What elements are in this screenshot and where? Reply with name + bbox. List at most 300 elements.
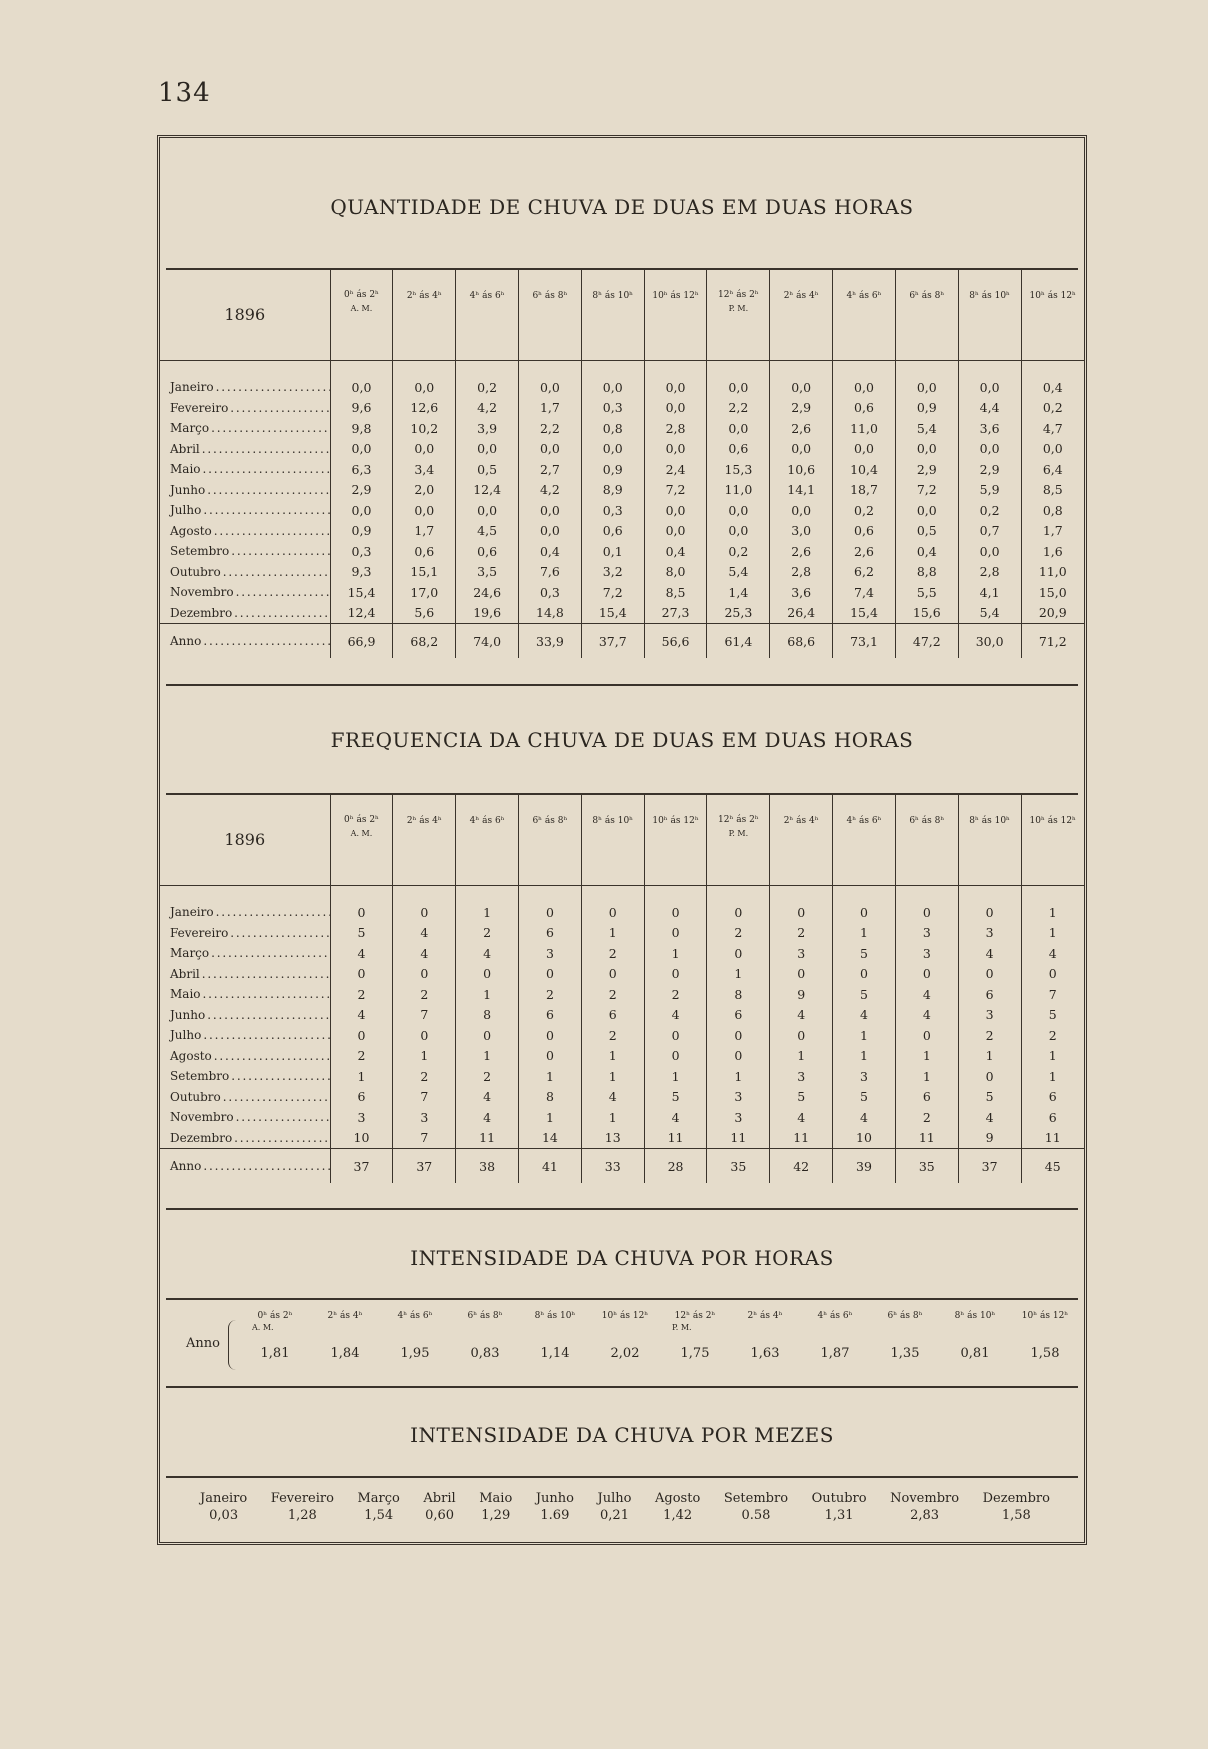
table-cell: 0,0 [519,361,582,398]
hour-range: 12ʰ ás 2ʰ [674,1311,716,1321]
table-cell: 10,2 [393,418,456,439]
row-label-cell [160,439,330,460]
table-cell: 0 [958,964,1021,985]
hour-range: 6ʰ ás 8ʰ [467,1311,503,1321]
divider [166,1208,1078,1210]
table-cell: 4 [833,1107,896,1128]
intensity-hour-value: 1,35 [890,1346,920,1361]
table-row [160,521,1084,542]
row-label-cell [160,500,330,521]
table-cell: 5 [1048,1007,1057,1023]
hour-range: 8ʰ ás 10ʰ [592,816,634,826]
hour-range: 0ʰ ás 2ʰ [344,815,379,825]
intensidade-horas-title: INTENSIDADE DA CHUVA POR HORAS [410,1246,834,1270]
table-row [160,480,1084,501]
hour-range: 10ʰ ás 12ʰ [1029,816,1076,826]
table-cell: 6 [1048,1109,1057,1125]
table-cell: 12,4 [330,603,393,624]
intensity-hour-header [1010,1310,1080,1340]
table-cell: 8,8 [895,562,958,583]
row-label: Fevereiro [170,400,229,415]
quantidade-table [160,270,1084,658]
table-cell: 0,0 [770,439,833,460]
row-label-cell [160,624,330,659]
table-row [160,1128,1084,1149]
table-cell: 0 [330,886,393,923]
month-value: 0,60 [425,1508,455,1523]
table-cell: 2 [519,984,582,1005]
row-label-cell [160,984,330,1005]
table-cell: 0,7 [958,521,1021,542]
row-label-cell [160,398,330,419]
table-cell: 0 [833,886,896,923]
table-cell: 1,7 [1042,523,1063,539]
row-label: Outubro [170,1089,221,1104]
hour-header [1021,795,1084,886]
table-cell: 9,8 [330,418,393,439]
table-cell: 15,4 [833,603,896,624]
row-label: Setembro [170,1069,230,1084]
table-cell: 0,6 [456,541,519,562]
table-cell: 25,3 [707,603,770,624]
table-cell: 1 [330,1066,393,1087]
table-cell: 2,9 [958,459,1021,480]
table-cell: 9,3 [330,562,393,583]
table-cell: 4 [644,1005,707,1026]
table-cell: 1 [895,1046,958,1067]
hour-header [393,795,456,886]
table-cell: 15,6 [895,603,958,624]
table-cell: 0 [958,1066,1021,1087]
table-cell: 0,0 [330,361,393,398]
table-row [160,1005,1084,1026]
table-cell: 0,5 [456,459,519,480]
frequencia-table [160,795,1084,1183]
intensity-hour-col [310,1310,380,1361]
table-cell: 0,2 [1042,400,1063,416]
month-value: 0,21 [600,1508,629,1523]
table-cell: 0 [519,1046,582,1067]
table-cell: 1 [644,943,707,964]
table-cell: 0,0 [519,500,582,521]
table-cell: 7 [393,1128,456,1149]
intensity-hour-col [520,1310,590,1361]
table-cell: 0,2 [958,500,1021,521]
table-cell: 3,5 [456,562,519,583]
table-cell: 18,7 [833,480,896,501]
intensity-hour-value: 1,75 [680,1346,710,1361]
table-cell: 0,0 [456,500,519,521]
table-cell: 2 [644,984,707,1005]
table-cell: 4 [456,1087,519,1108]
table-cell: 1 [707,1066,770,1087]
table-cell: 6 [895,1087,958,1108]
row-label: Novembro [170,1110,234,1125]
row-label: Outubro [170,564,221,579]
month-label: Novembro [890,1491,960,1506]
table-cell: 26,4 [770,603,833,624]
hour-range: 10ʰ ás 12ʰ [1021,1311,1069,1321]
intensity-hour-value: 1,95 [400,1346,430,1361]
table-cell: 9,6 [330,398,393,419]
table-cell: 5,5 [895,582,958,603]
table-cell: 0,0 [581,361,644,398]
table-cell: 17,0 [393,582,456,603]
table-cell: 0 [895,886,958,923]
intensity-hour-col [940,1310,1010,1361]
row-label-cell [160,418,330,439]
table-cell: 41 [519,1149,582,1184]
table-cell: 1 [456,1046,519,1067]
table-cell: 10 [330,1128,393,1149]
table-cell: 11 [707,1128,770,1149]
table-row [160,459,1084,480]
table-cell: 8,5 [1042,482,1063,498]
table-cell: 3 [958,1005,1021,1026]
table-row [160,984,1084,1005]
row-label: Julho [170,503,202,518]
table-cell: 0,0 [707,361,770,398]
table-cell: 35 [707,1149,770,1184]
table-cell: 2 [330,1046,393,1067]
table-cell: 5 [833,943,896,964]
month-value: 2,83 [910,1508,940,1523]
month-value: 1,28 [287,1508,317,1523]
table-cell: 14,1 [770,480,833,501]
table-cell: 0,0 [393,500,456,521]
table-cell: 4,5 [456,521,519,542]
table-cell: 0,0 [644,361,707,398]
table-cell: 2 [581,1025,644,1046]
month-intensity-col [479,1490,512,1524]
hour-header [644,795,707,886]
table-cell: 0 [833,964,896,985]
hour-range: 6ʰ ás 8ʰ [532,291,568,301]
table-cell: 0,4 [1042,379,1063,395]
table-cell: 9 [770,984,833,1005]
table-cell: 71,2 [1021,624,1084,659]
row-label: Abril [170,966,200,981]
table-row [160,1087,1084,1108]
table-cell: 5 [770,1087,833,1108]
table-cell: 11 [456,1128,519,1149]
table-cell: 0 [770,1025,833,1046]
table-cell: 73,1 [833,624,896,659]
hour-range: 2ʰ ás 4ʰ [327,1311,363,1321]
row-label: Dezembro [170,605,233,620]
table-cell: 0 [519,1025,582,1046]
table-cell: 2 [456,923,519,944]
table-cell: 6 [330,1087,393,1108]
table-cell: 15,4 [581,603,644,624]
intensity-hour-header [660,1310,730,1340]
table-cell: 33,9 [519,624,582,659]
hour-range: 8ʰ ás 10ʰ [954,1311,996,1321]
hour-header [895,795,958,886]
total-row [160,1149,1084,1184]
table-cell: 4 [393,943,456,964]
table-cell: 5 [833,1087,896,1108]
table-cell: 2,4 [644,459,707,480]
row-label: Março [170,421,210,436]
divider [166,1386,1078,1388]
table-cell: 7 [393,1005,456,1026]
table-cell: 3 [330,1107,393,1128]
table-cell: 11 [1044,1130,1061,1146]
table-cell: 2 [330,984,393,1005]
table-cell: 2,8 [770,562,833,583]
table-cell: 37 [393,1149,456,1184]
row-label-cell [160,603,330,624]
table-cell: 3,9 [456,418,519,439]
table-cell: 4 [833,1005,896,1026]
month-label: Dezembro [982,1491,1050,1506]
row-label: Janeiro [170,905,214,920]
row-label: Dezembro [170,1130,233,1145]
hour-range: 4ʰ ás 6ʰ [846,816,882,826]
table-cell: 42 [770,1149,833,1184]
intensity-hour-value: 1,63 [750,1346,780,1361]
table-cell: 0 [895,1025,958,1046]
hour-header [895,270,958,361]
table-cell: 3 [707,1087,770,1108]
table-cell: 2 [1048,1027,1057,1043]
table-row [160,1046,1084,1067]
table-cell: 56,6 [644,624,707,659]
table-cell: 5,4 [895,418,958,439]
month-label: Maio [479,1491,513,1506]
table-cell: 0 [707,943,770,964]
intensity-hour-header [520,1310,590,1340]
table-cell: 0 [958,886,1021,923]
table-cell: 0,8 [1042,502,1063,518]
table-cell: 20,9 [1038,605,1067,621]
row-label-cell [160,923,330,944]
hour-header [958,270,1021,361]
hour-range: 10ʰ ás 12ʰ [601,1311,649,1321]
hour-range: 4ʰ ás 6ʰ [817,1311,853,1321]
table-cell: 0,4 [644,541,707,562]
table-cell: 4 [770,1107,833,1128]
table-cell: 3,6 [770,582,833,603]
table-cell: 0,0 [519,521,582,542]
hour-header [644,270,707,361]
table-cell: 3 [833,1066,896,1087]
row-label-cell [160,459,330,480]
table-cell: 3 [770,1066,833,1087]
table-cell: 11 [895,1128,958,1149]
hour-range: 8ʰ ás 10ʰ [969,816,1010,826]
hour-range: 6ʰ ás 8ʰ [532,816,568,826]
table-cell: 4,1 [958,582,1021,603]
hour-header [330,270,393,361]
table-cell: 3 [895,943,958,964]
hour-header [581,270,644,361]
table-cell: 0,3 [519,582,582,603]
table-cell: 39 [833,1149,896,1184]
row-label: Abril [170,441,200,456]
table-cell: 19,6 [456,603,519,624]
table-cell: 6 [519,923,582,944]
intensity-hour-col [660,1310,730,1361]
intensity-hour-value: 1,58 [1030,1346,1060,1361]
table-cell: 5,4 [958,603,1021,624]
intensity-hour-header [310,1310,380,1340]
table-cell: 1 [581,923,644,944]
table-cell: 0 [456,1025,519,1046]
row-label: Anno [170,1159,202,1173]
month-value: 1.69 [540,1508,570,1523]
table-cell: 4 [330,943,393,964]
table-cell: 10,6 [770,459,833,480]
row-label-cell [160,541,330,562]
table-cell: 5 [330,923,393,944]
year-header: 1896 [160,270,330,361]
table-cell: 4 [644,1107,707,1128]
table-cell: 10,4 [833,459,896,480]
table-cell: 15,3 [707,459,770,480]
intensity-hour-header [450,1310,520,1340]
table-cell: 1 [1048,925,1057,941]
table-cell: 2 [393,1066,456,1087]
hour-range: 6ʰ ás 8ʰ [909,816,945,826]
brace-icon [228,1320,239,1370]
table-row [160,361,1084,398]
intensity-hour-col [730,1310,800,1361]
divider [166,1476,1078,1478]
table-cell: 2,2 [519,418,582,439]
month-label: Agosto [655,1491,701,1506]
hour-range: 2ʰ ás 4ʰ [406,291,442,301]
table-cell: 1 [1048,904,1057,920]
table-cell: 5,9 [958,480,1021,501]
intensity-hour-value: 1,14 [540,1346,570,1361]
table-cell: 0,0 [707,418,770,439]
table-cell: 0,0 [330,439,393,460]
table-cell: 0 [895,964,958,985]
intensity-hour-header [590,1310,660,1340]
table-row [160,500,1084,521]
hour-header [707,795,770,886]
table-cell: 2,7 [519,459,582,480]
table-cell: 8,9 [581,480,644,501]
table-cell: 2,9 [895,459,958,480]
row-label: Fevereiro [170,925,229,940]
hour-period: A. M. [350,304,373,313]
hour-range: 4ʰ ás 6ʰ [846,291,882,301]
table-cell: 4 [1048,945,1057,961]
table-cell: 11,0 [707,480,770,501]
table-cell: 66,9 [330,624,393,659]
table-cell: 1,7 [519,398,582,419]
table-cell: 0,0 [393,361,456,398]
table-cell: 4 [958,943,1021,964]
table-cell: 2 [581,943,644,964]
table-cell: 0,3 [581,500,644,521]
table-cell: 0 [393,886,456,923]
intensity-hour-value: 0,83 [470,1346,500,1361]
table-row [160,418,1084,439]
hour-period: A. M. [252,1323,274,1332]
hour-range: 2ʰ ás 4ʰ [783,291,819,301]
hour-header [330,795,393,886]
table-row [160,1066,1084,1087]
row-label-cell [160,582,330,603]
table-cell: 0,6 [833,398,896,419]
month-intensity-col [983,1490,1050,1524]
table-cell: 15,1 [393,562,456,583]
table-cell: 2,6 [770,541,833,562]
hour-header [393,270,456,361]
hour-range: 8ʰ ás 10ʰ [534,1311,576,1321]
table-cell: 0,9 [330,521,393,542]
row-label-cell [160,1005,330,1026]
table-cell: 15,0 [1038,584,1067,600]
table-cell: 0,0 [958,361,1021,398]
table-cell: 5 [644,1087,707,1108]
table-cell: 7,2 [644,480,707,501]
table-cell: 24,6 [456,582,519,603]
table-cell: 1,7 [393,521,456,542]
table-row [160,1025,1084,1046]
table-cell: 11 [644,1128,707,1149]
table-cell: 38 [456,1149,519,1184]
table-cell: 2 [707,923,770,944]
table-cell: 1 [1048,1068,1057,1084]
table-cell: 0 [581,886,644,923]
table-cell: 5,4 [707,562,770,583]
hour-period: P. M. [728,304,749,313]
table-cell: 3 [958,923,1021,944]
table-cell: 7,6 [519,562,582,583]
table-cell: 4 [581,1087,644,1108]
row-label: Junho [170,1007,206,1022]
table-cell: 37 [330,1149,393,1184]
table-cell: 0 [1048,966,1057,982]
table-cell: 0,2 [833,500,896,521]
table-cell: 1 [958,1046,1021,1067]
row-label: Setembro [170,544,230,559]
frequencia-title: FREQUENCIA DA CHUVA DE DUAS EM DUAS HORAS [330,728,914,752]
table-cell: 10 [833,1128,896,1149]
table-cell: 12,4 [456,480,519,501]
table-cell: 11,0 [833,418,896,439]
table-cell: 1 [456,984,519,1005]
table-cell: 5 [958,1087,1021,1108]
table-cell: 27,3 [644,603,707,624]
row-label-cell [160,1066,330,1087]
table-cell: 2,0 [393,480,456,501]
table-cell: 1 [581,1046,644,1067]
table-cell: 9 [958,1128,1021,1149]
table-cell: 1 [1048,1048,1057,1064]
row-label: Agosto [170,1048,212,1063]
month-value: 1,42 [663,1508,693,1523]
table-cell: 0,0 [958,541,1021,562]
anno-label: Anno [186,1336,220,1351]
month-label: Junho [535,1491,574,1506]
table-cell: 14 [519,1128,582,1149]
table-cell: 0,3 [581,398,644,419]
hour-period: P. M. [728,829,749,838]
table-cell: 74,0 [456,624,519,659]
month-intensity-col [812,1490,867,1524]
table-cell: 0,0 [456,439,519,460]
table-cell: 61,4 [707,624,770,659]
table-cell: 0,0 [581,439,644,460]
table-cell: 0 [393,1025,456,1046]
row-label-cell [160,1128,330,1149]
